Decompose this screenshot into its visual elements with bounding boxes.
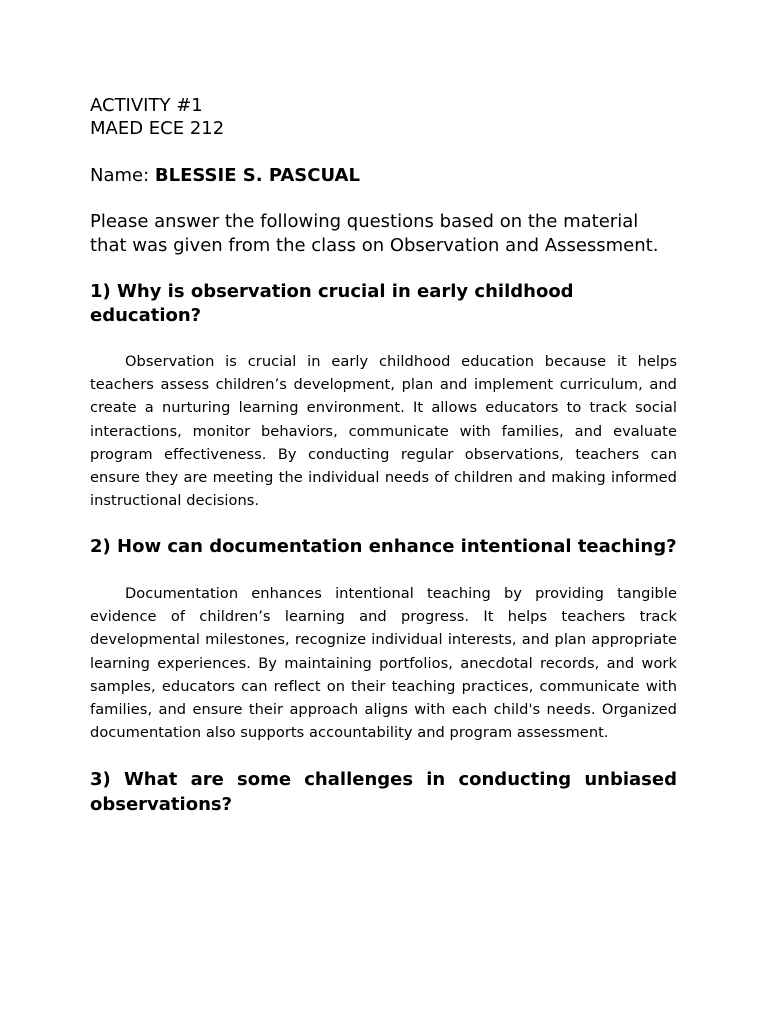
answer-1: Observation is crucial in early childhood education because it helps teachers assess children’s development, plan and implement curriculum, and create a nurturing learning environment. It allows educators to track social interactions, monitor behaviors, communicate with families, and evaluate program effectiveness. By conducting regular observations, teachers can ensure they are meeting the individual needs of children and making informed instructional decisions.: [90, 353, 677, 510]
activity-title: ACTIVITY #1: [90, 95, 203, 116]
course-code: MAED ECE 212: [90, 118, 225, 139]
question-1: 1) Why is observation crucial in early childhood education?: [90, 281, 574, 326]
answer-2: Documentation enhances intentional teaching by providing tangible evidence of children’s learning and progress. It helps teachers track developmental milestones, recognize individual interests, and plan appropriate learning experiences. By maintaining portfolios, anecdotal records, and work samples, educators can reflect on their teaching practices, communicate with families, and ensure their approach aligns with each child's needs. Organized documentation also supports accountability and program assessment.: [90, 584, 677, 742]
question-3: 3) What are some challenges in conducting unbiased observations?: [90, 769, 677, 816]
document-page: [90, 94, 677, 817]
question-2: 2) How can documentation enhance intentional teaching?: [90, 536, 677, 558]
instructions: Please answer the following questions based on the material that was given from the class on Observation and Assessment.: [90, 211, 659, 256]
student-name-line: [90, 164, 677, 187]
student-name: BLESSIE S. PASCUAL: [154, 165, 360, 186]
name-label: Name:: [90, 165, 155, 186]
